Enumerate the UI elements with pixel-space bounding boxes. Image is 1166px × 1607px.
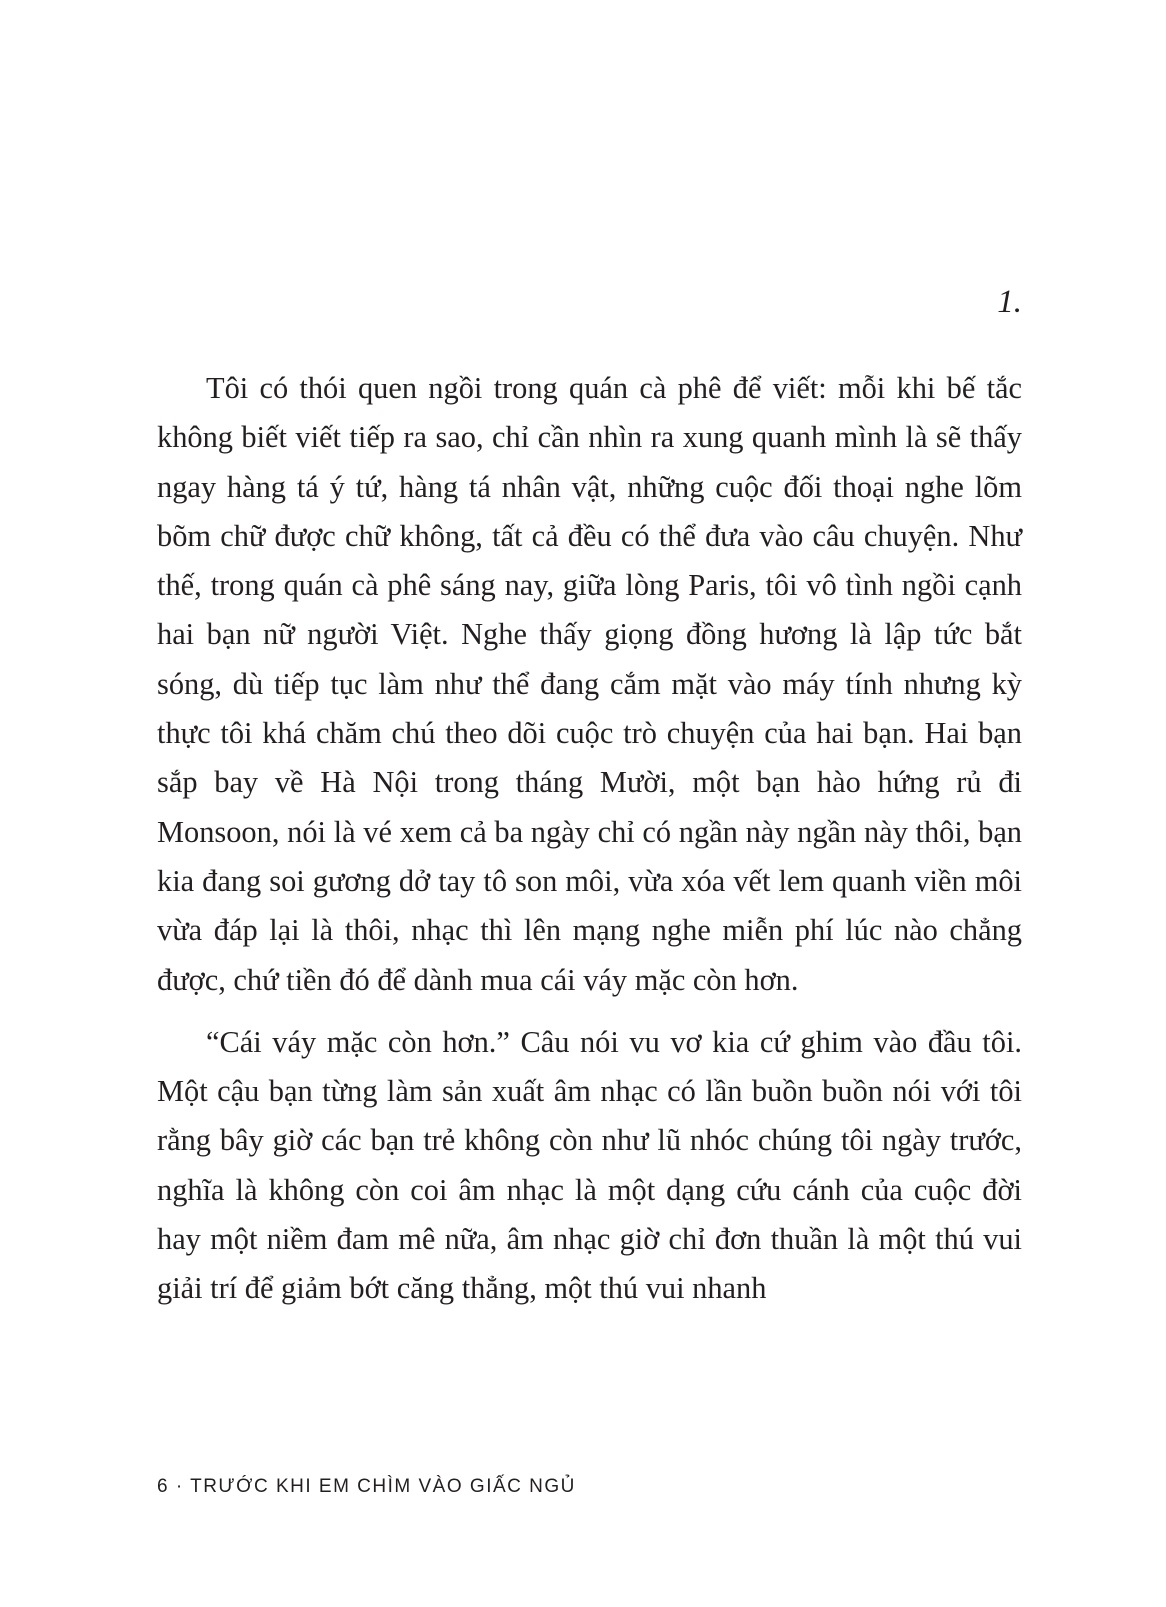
chapter-number: 1. (997, 284, 1022, 320)
paragraph-1: Tôi có thói quen ngồi trong quán cà phê để viết: mỗi khi bế tắc không biết viết tiếp ra sao, chỉ cần nhìn ra xung quanh mình là sẽ thấy ngay hàng tá ý tứ, hàng tá nhân vật, những cuộc đối thoại nghe lõm bõm chữ được chữ không, tất cả đều có thể đưa vào câu chuyện. Như thế, trong quán cà phê sáng nay, giữa lòng Paris, tôi vô tình ngồi cạnh hai bạn nữ người Việt. Nghe thấy giọng đồng hương là lập tức bắt sóng, dù tiếp tục làm như thể đang cắm mặt vào máy tính nhưng kỳ thực tôi khá chăm chú theo dõi cuộc trò chuyện của hai bạn. Hai bạn sắp bay về Hà Nội trong tháng Mười, một bạn hào hứng rủ đi Monsoon, nói là vé xem cả ba ngày chỉ có ngần này ngần này thôi, bạn kia đang soi gương dở tay tô son môi, vừa xóa vết lem quanh viền môi vừa đáp lại là thôi, nhạc thì lên mạng nghe miễn phí lúc nào chẳng được, chứ tiền đó để dành mua cái váy mặc còn hơn. (157, 371, 1022, 997)
paragraph-2: “Cái váy mặc còn hơn.” Câu nói vu vơ kia cứ ghim vào đầu tôi. Một cậu bạn từng làm sản xuất âm nhạc có lần buồn buồn nói với tôi rằng bây giờ các bạn trẻ không còn như lũ nhóc chúng tôi ngày trước, nghĩa là không còn coi âm nhạc là một dạng cứu cánh của cuộc đời hay một niềm đam mê nữa, âm nhạc giờ chỉ đơn thuần là một thú vui giải trí để giảm bớt căng thẳng, một thú vui nhanh (157, 1024, 1022, 1306)
body-text (157, 364, 1022, 1314)
running-footer: 6 · TRƯỚC KHI EM CHÌM VÀO GIẤC NGỦ (157, 1476, 576, 1497)
